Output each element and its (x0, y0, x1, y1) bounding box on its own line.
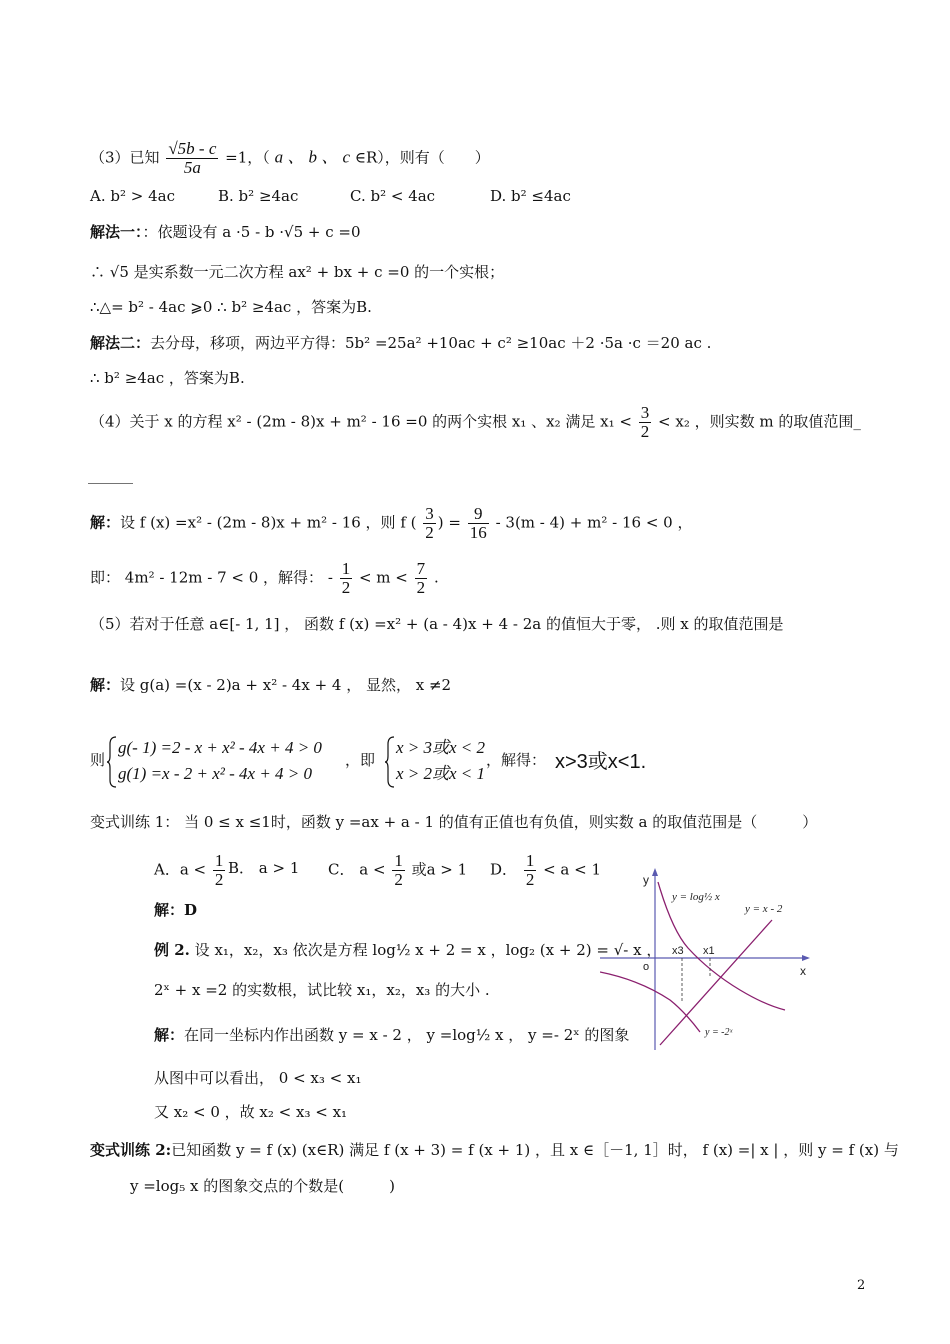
system-separator: ，即 (345, 751, 376, 769)
system-1-bottom: g(1) =x - 2 + x² - 4x + 4 > 0 (118, 764, 313, 783)
example-2-line-1: 例 2. 设 x₁，x₂，x₃ 依次是方程 log½ x + 2 = x ，log₂ (x + 2) = √- x ， (154, 941, 662, 959)
function-graph (600, 860, 815, 1050)
problem-3-choice-b: B. b² ≥4ac (218, 187, 299, 205)
x3-label: x3 (672, 945, 684, 957)
problem-4-text: （4）关于 x 的方程 x² - (2m - 8)x + m² - 16 =0 的两个实根 x₁ 、x₂ 满足 x₁ < (90, 412, 632, 431)
solution-2-text: 去分母，移项，两边平方得：5b² =25a² +10ac + c² ≥10ac ＋2 ·5a ·c ＝20 ac . (150, 334, 712, 352)
solution-1-text: ：依题设有 a ·5 - b ·√5 + c =0 (142, 223, 361, 241)
example-2-conclusion-2: 又 x₂ < 0 ，故 x₂ < x₃ < x₁ (154, 1103, 348, 1121)
solution-2-line-2: ∴ b² ≥4ac ，答案为B. (90, 369, 245, 387)
variant-1-choice-c: C． a < $\frac{1}{2}$ 或a > 1 (328, 851, 468, 889)
solution-4-frac-4: $\frac{7}{2}$ (416, 559, 426, 597)
system-2-top: x > 3或x < 2 (396, 738, 486, 757)
solution-4-line-2: 即： 4m² - 12m - 7 < 0 ，解得： - $\frac{1}{2}$ < m < $\frac{7}{2}$ . (90, 559, 439, 597)
log-curve-label: y = log½ x (672, 891, 720, 903)
fraction-denominator: 5a (183, 158, 201, 177)
solution-5-then: 则 (90, 751, 106, 769)
problem-3-stem (90, 140, 490, 177)
problem-5-stem: （5）若对于任意 a∈[- 1, 1] ， 函数 f (x) =x² + (a - 4)x + 4 - 2a 的值恒大于零， .则 x 的取值范围是 (90, 615, 784, 633)
problem-3-fraction (166, 140, 218, 177)
variant-1-choice-d: D． $\frac{1}{2}$ < a < 1 (490, 851, 602, 889)
variant-1-answer: 解：D (154, 901, 198, 919)
x-axis-arrow-icon (802, 955, 810, 961)
problem-3-vars: a 、 b 、 c (274, 147, 351, 167)
example-2-line-2: 2ˣ + x =2 的实数根，试比较 x₁，x₂，x₃ 的大小 . (154, 981, 490, 999)
solution-2-line-1 (90, 333, 711, 353)
line-label: y = x - 2 (745, 903, 783, 915)
problem-4-fraction: $\frac{3}{2}$ (640, 403, 650, 441)
solution-2-title: 解法二： (90, 334, 151, 352)
solution-1-line-2: ∴ √5 是实系数一元二次方程 ax² + bx + c =0 的一个实根； (90, 263, 505, 281)
origin-label: o (643, 961, 650, 973)
x1-label: x1 (703, 945, 715, 957)
variant-1-stem: 变式训练 1： 当 0 ≤ x ≤1时，函数 y =ax + a - 1 的值有正值也有负值，则实数 a 的取值范围是（ ） (90, 813, 818, 831)
variant-2-line-2: y =log₅ x 的图象交点的个数是( ) (130, 1177, 395, 1195)
exp-curve-label: y = -2ˣ (705, 1027, 733, 1038)
page-number: 2 (857, 1278, 866, 1293)
problem-3-choice-a: A. b² > 4ac (90, 187, 175, 205)
solution-1-line-3: ∴△= b² - 4ac ⩾0 ∴ b² ≥4ac ，答案为B. (90, 298, 372, 316)
problem-3-condition: =1，（ (225, 148, 270, 167)
problem-3-choice-c: C. b² < 4ac (350, 187, 436, 205)
y-axis-arrow-icon (652, 868, 658, 876)
solve-label: ，解得： (486, 751, 547, 769)
problem-3-choice-d: D. b² ≤4ac (490, 187, 571, 205)
solution-1-line-1 (90, 222, 361, 242)
left-brace-icon (384, 736, 396, 788)
variant-1-choice-a: A．a < $\frac{1}{2}$ (154, 851, 224, 889)
solution-4-frac-1: $\frac{3}{2}$ (425, 504, 434, 542)
solution-4-title: 解： (90, 513, 121, 532)
solution-5-line-1: 解：设 g(a) =(x - 2)a + x² - 4x + 4 ， 显然， x ≠2 (90, 676, 452, 694)
solution-5-result: x>3或x<1. (555, 751, 647, 773)
solution-1-title: 解法一： (90, 223, 143, 241)
solution-4-line-1: 解：设 f (x) =x² - (2m - 8)x + m² - 16 ，则 f ( $\frac{3}{2}$ ) = $\frac{9}{16}$ - 3(m - 4) + m² - 16 < 0 ， (90, 504, 693, 542)
solution-4-frac-3: $\frac{1}{2}$ (341, 559, 351, 597)
problem-4-blank: ______ (88, 466, 133, 484)
problem-4-tail: < x₂ ，则实数 m 的取值范围_ (658, 412, 861, 431)
x-axis-label: x (800, 964, 806, 978)
fraction-numerator: √5b - c (168, 139, 217, 158)
variant-2-line-1: 变式训练 2:已知函数 y = f (x) (x∈R) 满足 f (x + 3) = f (x + 1) ，且 x ∈［－1, 1］时， f (x) =| x | ，则 y = f (x) 与 (90, 1141, 899, 1159)
neg-exp-curve (600, 972, 700, 1032)
problem-3-domain: ∈R），则有（ ） (354, 148, 490, 167)
y-axis-label: y (643, 873, 649, 887)
example-2-conclusion-1: 从图中可以看出， 0 < x₃ < x₁ (154, 1069, 362, 1087)
problem-3-label: （3）已知 (90, 148, 160, 167)
problem-4-stem (90, 404, 861, 441)
example-2-solution: 解：在同一坐标内作出函数 y = x - 2 ， y =log½ x ， y =- 2ˣ 的图象 (154, 1026, 630, 1044)
system-2-bottom: x > 2或x < 1 (396, 764, 486, 783)
system-1-top: g(- 1) =2 - x + x² - 4x + 4 > 0 (118, 738, 322, 757)
variant-1-choice-b: B． a > 1 (228, 859, 300, 877)
solution-4-frac-2: $\frac{9}{16}$ (469, 504, 487, 542)
left-brace-icon (106, 736, 118, 788)
